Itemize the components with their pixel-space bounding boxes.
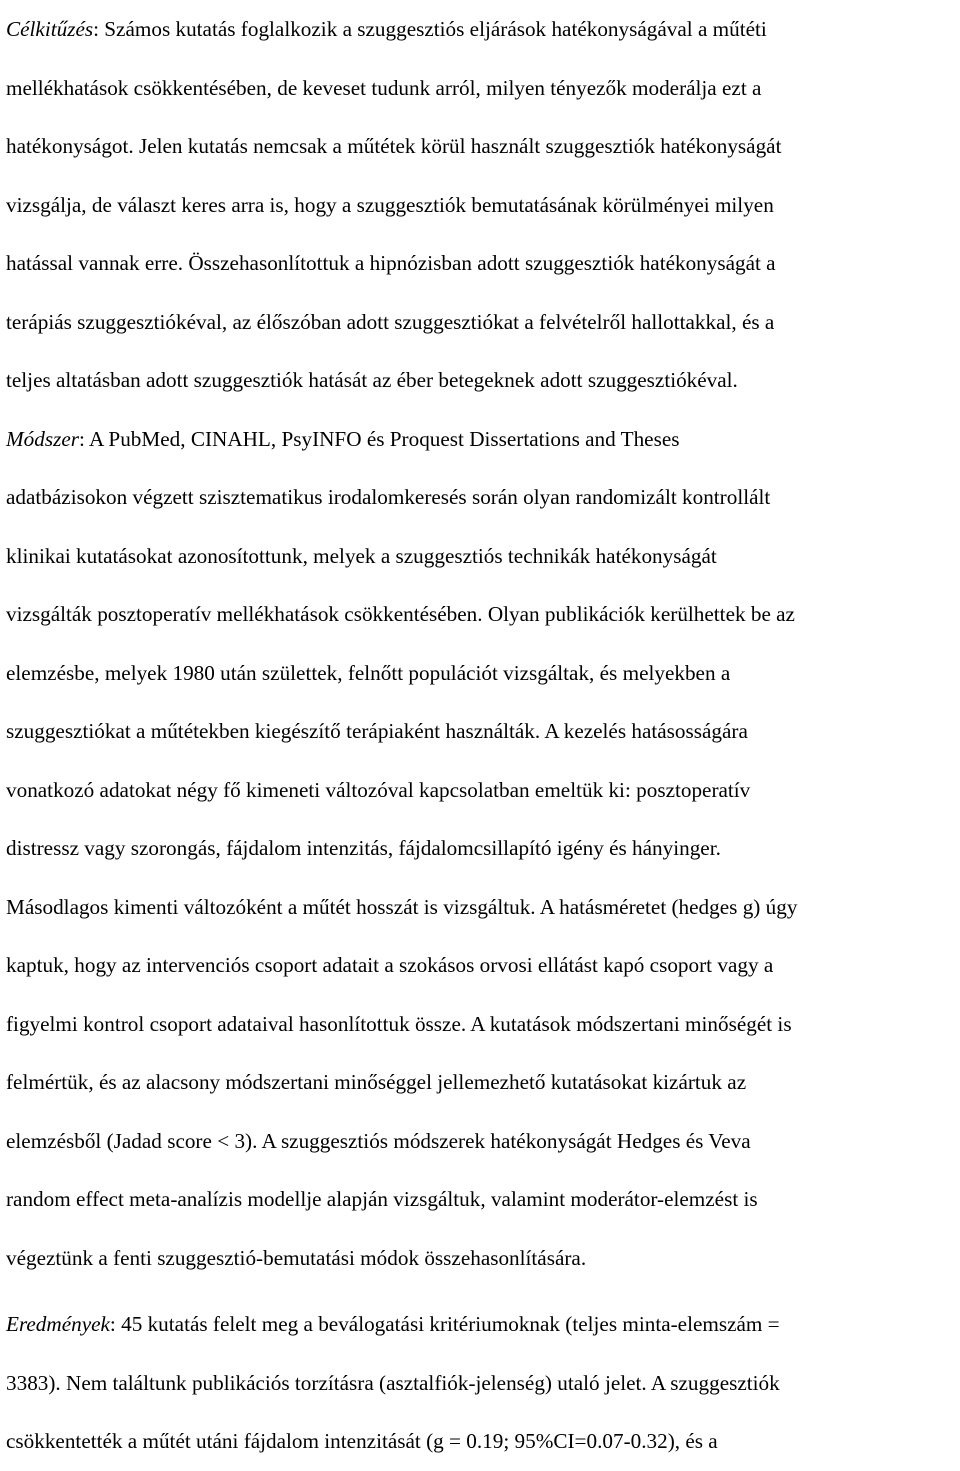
text-line: vonatkozó adatokat négy fő kimeneti változóval kapcsolatban emeltük ki: posztoperatív — [6, 777, 751, 802]
text-run: : Számos kutatás foglalkozik a szuggesztiós eljárások hatékonyságával a műtéti — [93, 17, 767, 41]
text-line: vizsgálták posztoperatív mellékhatások csökkentésében. Olyan publikációk kerülhettek be az — [6, 602, 795, 626]
text-line: mellékhatások csökkentésében, de keveset tudunk arról, milyen tényezők moderálja ezt a — [6, 75, 762, 100]
section-heading: Célkitűzés — [6, 17, 94, 41]
text-line: elemzésből (Jadad score < 3). A szuggesztiós módszerek hatékonyságát Hedges és Veva — [6, 1128, 751, 1153]
text-line: Másodlagos kimenti változóként a műtét hosszát is vizsgáltuk. A hatásméretet (hedges g) úgy — [6, 894, 798, 919]
text-line — [6, 0, 958, 59]
text-line: csökkentették a műtét utáni fájdalom intenzitását (g = 0.19; 95%CI=0.07-0.32), és a — [6, 1429, 718, 1453]
text-line: vizsgálja, de választ keres arra is, hogy a szuggesztiók bemutatásának körülményei milyen — [6, 192, 774, 217]
document-page — [6, 0, 958, 1471]
text-line: szuggesztiókat a műtétekben kiegészítő terápiaként használták. A kezelés hatásosságára — [6, 719, 748, 743]
text-line — [6, 410, 958, 469]
text-line: figyelmi kontrol csoport adataival hasonlítottuk össze. A kutatások módszertani minőségét is — [6, 1011, 792, 1036]
section-results — [6, 1295, 958, 1471]
text-line: adatbázisokon végzett szisztematikus irodalomkeresés során olyan randomizált kontrollált — [6, 485, 771, 509]
text-line: elemzésbe, melyek 1980 után születtek, felnőtt populációt vizsgáltak, és melyekben a — [6, 660, 731, 685]
text-line: 3383). Nem találtunk publikációs torzításra (asztalfiók-jelenség) utaló jelet. A szuggesztiók — [6, 1370, 780, 1395]
text-line: felmértük, és az alacsony módszertani minőséggel jellemezhető kutatásokat kizártuk az — [6, 1070, 747, 1094]
text-line: random effect meta-analízis modellje alapján vizsgáltuk, valamint moderátor-elemzést is — [6, 1187, 758, 1211]
text-line: teljes altatásban adott szuggesztiók hatását az éber betegeknek adott szuggesztiókéval. — [6, 368, 738, 392]
text-line: distressz vagy szorongás, fájdalom intenzitás, fájdalomcsillapító igény és hányinger. — [6, 836, 721, 860]
text-run: : A PubMed, CINAHL, PsyINFO és Proquest Dissertations and Theses — [78, 426, 680, 451]
section-heading: Módszer — [6, 426, 79, 451]
text-line: végeztünk a fenti szuggesztió-bemutatási módok összehasonlítására. — [6, 1245, 587, 1270]
text-line: hatékonyságot. Jelen kutatás nemcsak a műtétek körül használt szuggesztiók hatékonyságát — [6, 134, 782, 158]
text-line — [6, 1295, 958, 1354]
text-line: hatással vannak erre. Összehasonlítottuk a hipnózisban adott szuggesztiók hatékonyságát a — [6, 251, 776, 275]
text-line: terápiás szuggesztiókéval, az élőszóban adott szuggesztiókat a felvételről hallottakkal, és a — [6, 309, 775, 334]
text-line: kaptuk, hogy az intervenciós csoport adatait a szokásos orvosi ellátást kapó csoport vagy a — [6, 953, 774, 977]
section-method — [6, 410, 958, 1288]
section-objective — [6, 0, 958, 410]
text-line: klinikai kutatásokat azonosítottunk, melyek a szuggesztiós technikák hatékonyságát — [6, 543, 717, 568]
section-heading: Eredmények — [6, 1312, 110, 1336]
text-run: : 45 kutatás felelt meg a beválogatási kritériumoknak (teljes minta-elemszám = — [109, 1312, 780, 1336]
